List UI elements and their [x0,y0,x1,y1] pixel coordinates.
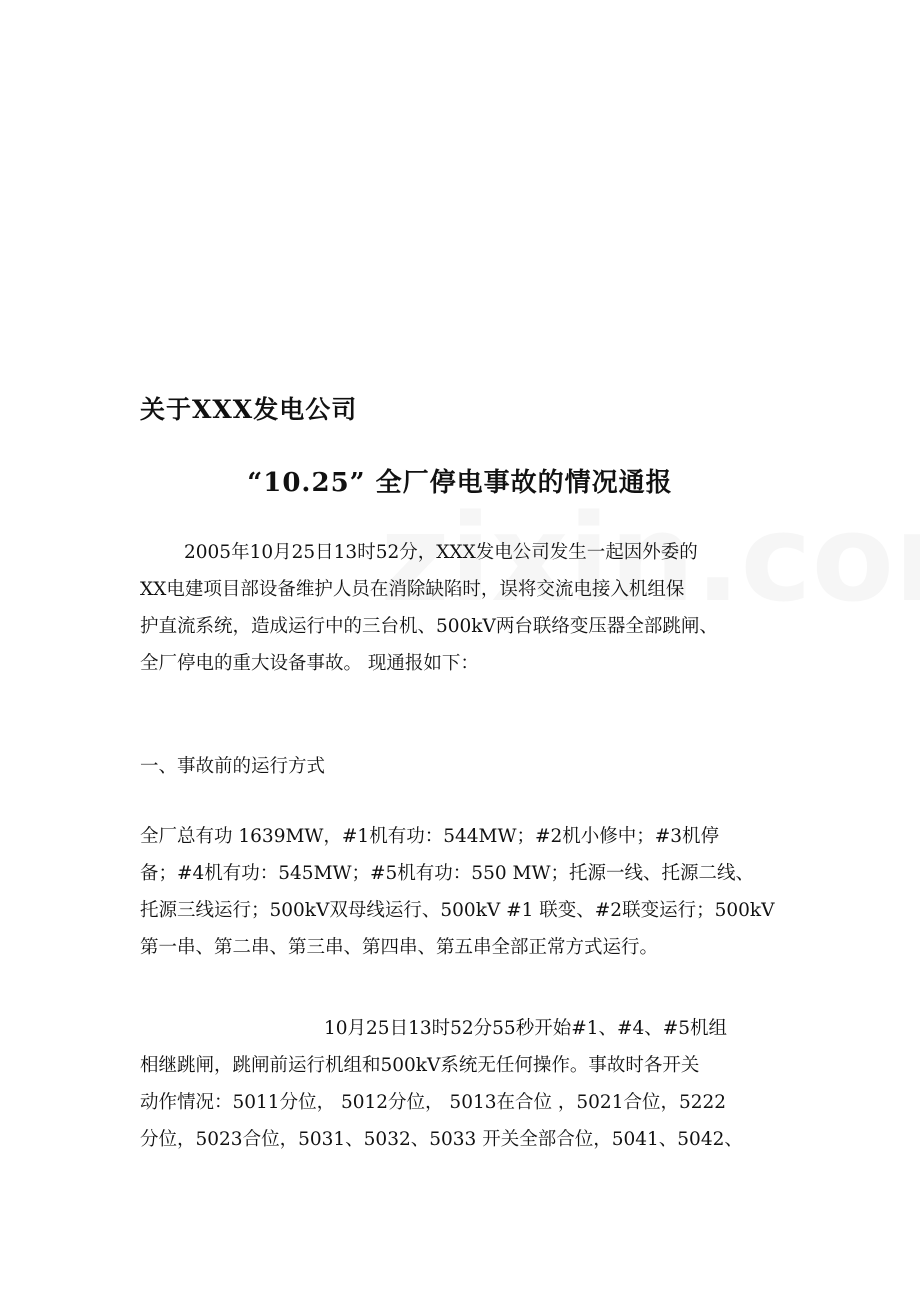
paragraph-line: 全厂总有功 1639MW，#1机有功：544MW；#2机小修中；#3机停 [140,826,720,847]
document-title-line2: “10.25” 全厂停电事故的情况通报 [247,468,673,498]
paragraph-line: 全厂停电的重大设备事故。 现通报如下： [140,653,479,674]
section-heading [140,748,800,785]
paragraph-line: 2005年10月25日13时52分，XXX发电公司发生一起因外委的 [184,542,698,563]
paragraph-operation-mode [140,818,800,966]
paragraph-intro [140,534,800,682]
section-title: 一、事故前的运行方式 [140,756,326,777]
paragraph-line: 分位，5023合位，5031、5032、5033 开关全部合位，5041、5042、 [140,1129,743,1150]
paragraph-line: 托源三线运行；500kV双母线运行、500kV #1 联变、#2联变运行；500kV [140,900,775,921]
paragraph-event-sequence [140,1010,800,1158]
paragraph-line: 第一串、第二串、第三串、第四串、第五串全部正常方式运行。 [140,937,659,958]
paragraph-line: 护直流系统，造成运行中的三台机、500kV两台联络变压器全部跳闸、 [140,616,718,637]
paragraph-line: 动作情况：5011分位， 5012分位， 5013在合位 ，5021合位，5222 [140,1092,727,1113]
paragraph-line: XX电建项目部设备维护人员在消除缺陷时，误将交流电接入机组保 [140,579,685,600]
paragraph-line: 相继跳闸，跳闸前运行机组和500kV系统无任何操作。事故时各开关 [140,1055,700,1076]
paragraph-line: 备；#4机有功：545MW；#5机有功：550 MW；托源一线、托源二线、 [140,863,754,884]
document-title-line1: 关于XXX发电公司 [140,395,358,424]
paragraph-line: 10月25日13时52分55秒开始#1、#4、#5机组 [324,1018,728,1039]
